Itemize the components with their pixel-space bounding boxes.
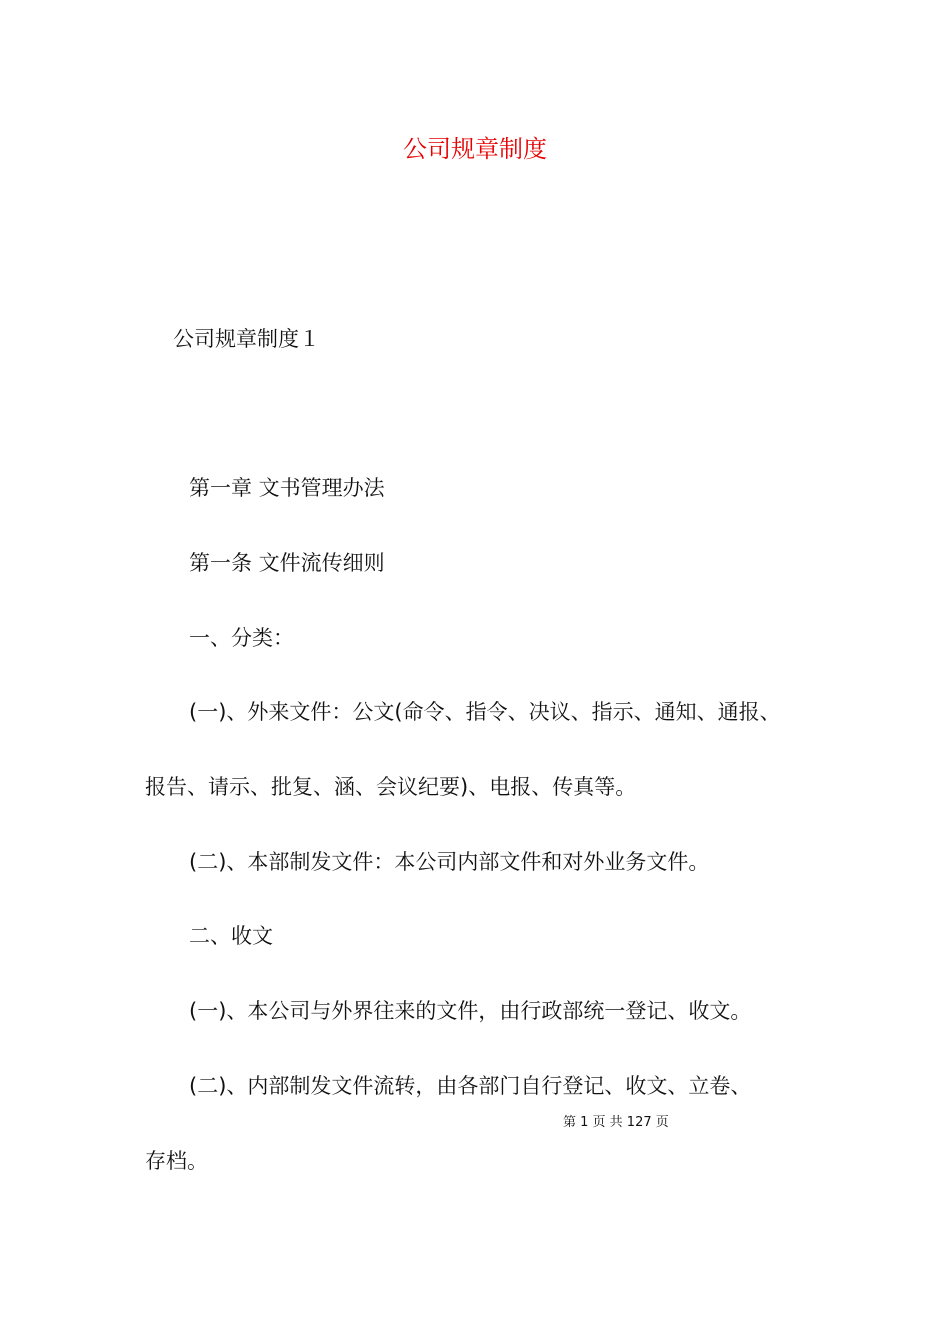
document-subtitle: 公司规章制度１ (173, 327, 320, 351)
page-number-footer: 第 1 页 共 127 页 (563, 1115, 669, 1130)
paragraph-line: 存档。 (145, 1149, 208, 1173)
chapter-heading: 第一章 文书管理办法 (189, 476, 385, 500)
section-heading-classification: 一、分类： (189, 626, 294, 650)
article-heading: 第一条 文件流传细则 (189, 551, 385, 575)
paragraph-line: (一)、外来文件：公文(命令、指令、决议、指示、通知、通报、 (189, 700, 781, 724)
document-title: 公司规章制度 (403, 135, 547, 163)
paragraph-line: (二)、内部制发文件流转，由各部门自行登记、收文、立卷、 (189, 1074, 752, 1098)
paragraph-line: 报告、请示、批复、涵、会议纪要)、电报、传真等。 (145, 775, 637, 799)
paragraph-line: (一)、本公司与外界往来的文件，由行政部统一登记、收文。 (189, 999, 752, 1023)
paragraph-line: (二)、本部制发文件：本公司内部文件和对外业务文件。 (189, 850, 710, 874)
section-heading-receiving: 二、收文 (189, 924, 273, 948)
